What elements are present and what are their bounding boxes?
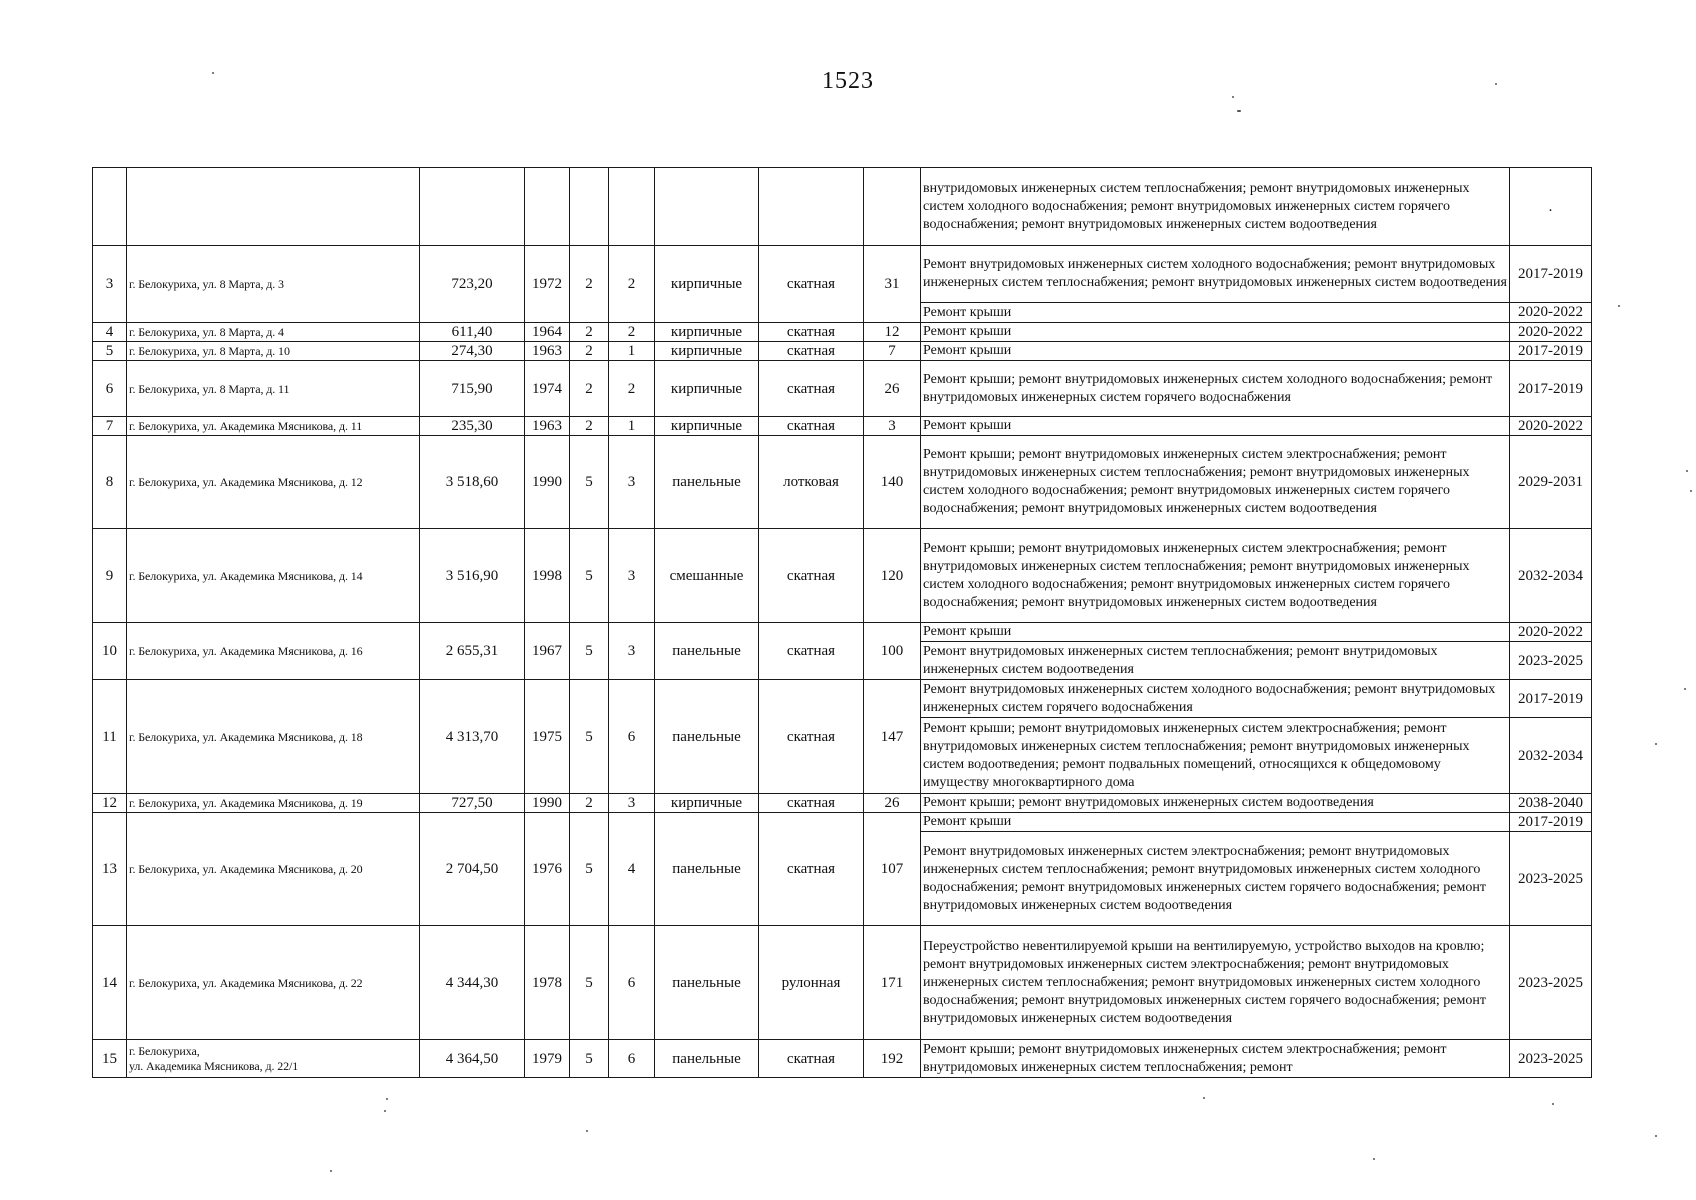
year-cell: 1979 <box>525 1040 570 1078</box>
row-number: 7 <box>93 417 127 436</box>
floors-cell <box>570 168 609 246</box>
roof-cell: скатная <box>759 794 864 813</box>
period-cell: 2017-2019 <box>1510 246 1592 303</box>
entrances-cell: 3 <box>609 529 655 623</box>
floors-cell: 5 <box>570 926 609 1040</box>
walls-cell: панельные <box>655 680 759 794</box>
entrances-cell: 3 <box>609 436 655 529</box>
period-cell: 2020-2022 <box>1510 417 1592 436</box>
walls-cell: кирпичные <box>655 323 759 342</box>
roof-cell: скатная <box>759 529 864 623</box>
period-cell: 2023-2025 <box>1510 1040 1592 1078</box>
year-cell: 1990 <box>525 436 570 529</box>
works-cell: Ремонт внутридомовых инженерных систем холодного водоснабжения; ремонт внутридомовых инженерных систем горячего водоснабжения <box>921 680 1510 718</box>
residents-cell: 192 <box>864 1040 921 1078</box>
table-row <box>93 436 1592 529</box>
area-cell: 3 518,60 <box>420 436 525 529</box>
table-row <box>93 168 1592 246</box>
floors-cell: 2 <box>570 361 609 417</box>
year-cell: 1963 <box>525 417 570 436</box>
year-cell: 1967 <box>525 623 570 680</box>
period-cell: 2017-2019 <box>1510 680 1592 718</box>
address-cell: г. Белокуриха, ул. Академика Мясникова, д. 14 <box>127 529 420 623</box>
scan-speck <box>1237 110 1241 112</box>
works-cell: Переустройство невентилируемой крыши на вентилируемую, устройство выходов на кровлю; ремонт внутридомовых инженерных систем электроснабжения; ремонт внутридомовых инженерных систем теплоснабжения; ремонт внутридомовых инженерных систем холодного водоснабжения; ремонт внутридомовых инженерных систем горячего водоснабжения; ремонт внутридомовых инженерных систем водоотведения <box>921 926 1510 1040</box>
table-row <box>93 246 1592 303</box>
period-cell: 2020-2022 <box>1510 323 1592 342</box>
year-cell: 1964 <box>525 323 570 342</box>
works-cell: Ремонт крыши; ремонт внутридомовых инженерных систем водоотведения <box>921 794 1510 813</box>
floors-cell: 5 <box>570 1040 609 1078</box>
walls-cell: кирпичные <box>655 361 759 417</box>
year-cell: 1990 <box>525 794 570 813</box>
roof-cell: скатная <box>759 680 864 794</box>
address-cell: г. Белокуриха, ул. Академика Мясникова, д. 16 <box>127 623 420 680</box>
period-cell: 2017-2019 <box>1510 361 1592 417</box>
area-cell: 4 364,50 <box>420 1040 525 1078</box>
area-cell <box>420 168 525 246</box>
floors-cell: 5 <box>570 813 609 926</box>
floors-cell: 2 <box>570 794 609 813</box>
year-cell: 1975 <box>525 680 570 794</box>
address-cell: г. Белокуриха, ул. Академика Мясникова, д. 11 <box>127 417 420 436</box>
scan-speck <box>384 1110 386 1112</box>
area-cell: 274,30 <box>420 342 525 361</box>
roof-cell <box>759 168 864 246</box>
row-number: 8 <box>93 436 127 529</box>
works-cell: Ремонт внутридомовых инженерных систем холодного водоснабжения; ремонт внутридомовых инженерных систем теплоснабжения; ремонт внутридомовых инженерных систем водоотведения <box>921 246 1510 303</box>
period-cell: 2032-2034 <box>1510 529 1592 623</box>
address-cell: г. Белокуриха, ул. Академика Мясникова, д. 19 <box>127 794 420 813</box>
address-cell: г. Белокуриха, ул. Академика Мясникова, д. 22 <box>127 926 420 1040</box>
entrances-cell: 3 <box>609 794 655 813</box>
scan-speck <box>1690 490 1692 492</box>
scan-speck <box>1686 470 1688 472</box>
period-cell: . <box>1510 168 1592 246</box>
area-cell: 727,50 <box>420 794 525 813</box>
address-cell: г. Белокуриха, ул. 8 Марта, д. 10 <box>127 342 420 361</box>
entrances-cell: 6 <box>609 1040 655 1078</box>
roof-cell: рулонная <box>759 926 864 1040</box>
residents-cell: 147 <box>864 680 921 794</box>
year-cell: 1976 <box>525 813 570 926</box>
walls-cell: кирпичные <box>655 417 759 436</box>
area-cell: 4 313,70 <box>420 680 525 794</box>
row-number: 10 <box>93 623 127 680</box>
period-cell: 2017-2019 <box>1510 342 1592 361</box>
residents-cell: 7 <box>864 342 921 361</box>
works-cell: Ремонт крыши; ремонт внутридомовых инженерных систем электроснабжения; ремонт внутридомовых инженерных систем теплоснабжения; ремонт внутридомовых инженерных систем холодного водоснабжения; ремонт внутридомовых инженерных систем горячего водоснабжения; ремонт внутридомовых инженерных систем водоотведения <box>921 529 1510 623</box>
floors-cell: 5 <box>570 436 609 529</box>
residents-cell: 3 <box>864 417 921 436</box>
residents-cell: 120 <box>864 529 921 623</box>
works-cell: внутридомовых инженерных систем теплоснабжения; ремонт внутридомовых инженерных систем холодного водоснабжения; ремонт внутридомовых инженерных систем горячего водоснабжения; ремонт внутридомовых инженерных систем водоотведения <box>921 168 1510 246</box>
walls-cell: панельные <box>655 926 759 1040</box>
scan-speck <box>1655 743 1657 745</box>
table-row <box>93 323 1592 342</box>
roof-cell: скатная <box>759 361 864 417</box>
row-number: 12 <box>93 794 127 813</box>
floors-cell: 2 <box>570 246 609 323</box>
year-cell: 1963 <box>525 342 570 361</box>
row-number: 4 <box>93 323 127 342</box>
residents-cell: 12 <box>864 323 921 342</box>
area-cell: 2 704,50 <box>420 813 525 926</box>
roof-cell: скатная <box>759 323 864 342</box>
walls-cell: кирпичные <box>655 342 759 361</box>
period-cell: 2023-2025 <box>1510 832 1592 926</box>
residents-cell: 100 <box>864 623 921 680</box>
walls-cell: панельные <box>655 623 759 680</box>
address-cell: г. Белокуриха, ул. Академика Мясникова, д. 22/1 <box>127 1040 420 1078</box>
scan-speck <box>1552 1103 1554 1105</box>
row-number: 9 <box>93 529 127 623</box>
walls-cell: панельные <box>655 813 759 926</box>
residents-cell: 26 <box>864 794 921 813</box>
roof-cell: лотковая <box>759 436 864 529</box>
entrances-cell: 2 <box>609 323 655 342</box>
scan-speck <box>1684 688 1686 690</box>
walls-cell: смешанные <box>655 529 759 623</box>
housing-repair-table <box>92 167 1592 1078</box>
scan-speck <box>330 1170 332 1172</box>
table-row <box>93 623 1592 642</box>
area-cell: 723,20 <box>420 246 525 323</box>
entrances-cell: 6 <box>609 680 655 794</box>
row-number: 15 <box>93 1040 127 1078</box>
roof-cell: скатная <box>759 1040 864 1078</box>
table-row <box>93 417 1592 436</box>
floors-cell: 5 <box>570 529 609 623</box>
area-cell: 715,90 <box>420 361 525 417</box>
area-cell: 2 655,31 <box>420 623 525 680</box>
scan-speck <box>212 72 214 74</box>
period-cell: 2029-2031 <box>1510 436 1592 529</box>
table-row <box>93 529 1592 623</box>
entrances-cell: 4 <box>609 813 655 926</box>
year-cell <box>525 168 570 246</box>
floors-cell: 5 <box>570 680 609 794</box>
table-row <box>93 680 1592 718</box>
row-number: 3 <box>93 246 127 323</box>
area-cell: 3 516,90 <box>420 529 525 623</box>
address-cell <box>127 168 420 246</box>
address-cell: г. Белокуриха, ул. 8 Марта, д. 4 <box>127 323 420 342</box>
row-number <box>93 168 127 246</box>
page-number: 1523 <box>822 68 874 94</box>
residents-cell: 26 <box>864 361 921 417</box>
floors-cell: 2 <box>570 342 609 361</box>
row-number: 11 <box>93 680 127 794</box>
walls-cell: кирпичные <box>655 246 759 323</box>
row-number: 13 <box>93 813 127 926</box>
walls-cell: панельные <box>655 1040 759 1078</box>
period-cell: 2032-2034 <box>1510 718 1592 794</box>
scan-speck <box>1373 1158 1375 1160</box>
entrances-cell: 6 <box>609 926 655 1040</box>
walls-cell: панельные <box>655 436 759 529</box>
period-cell: 2020-2022 <box>1510 623 1592 642</box>
row-number: 6 <box>93 361 127 417</box>
table-row <box>93 1040 1592 1078</box>
period-cell: 2017-2019 <box>1510 813 1592 832</box>
roof-cell: скатная <box>759 246 864 323</box>
works-cell: Ремонт крыши; ремонт внутридомовых инженерных систем электроснабжения; ремонт внутридомовых инженерных систем теплоснабжения; ремонт внутридомовых инженерных систем холодного водоснабжения; ремонт внутридомовых инженерных систем горячего водоснабжения; ремонт внутридомовых инженерных систем водоотведения <box>921 436 1510 529</box>
works-cell: Ремонт внутридомовых инженерных систем электроснабжения; ремонт внутридомовых инженерных систем теплоснабжения; ремонт внутридомовых инженерных систем холодного водоснабжения; ремонт внутридомовых инженерных систем горячего водоснабжения; ремонт внутридомовых инженерных систем водоотведения <box>921 832 1510 926</box>
area-cell: 611,40 <box>420 323 525 342</box>
area-cell: 4 344,30 <box>420 926 525 1040</box>
scan-speck <box>1232 96 1234 98</box>
scan-speck <box>386 1098 388 1100</box>
table-row <box>93 361 1592 417</box>
floors-cell: 2 <box>570 417 609 436</box>
scan-speck <box>1495 83 1497 85</box>
entrances-cell: 2 <box>609 246 655 323</box>
year-cell: 1974 <box>525 361 570 417</box>
table-row <box>93 794 1592 813</box>
residents-cell: 31 <box>864 246 921 323</box>
year-cell: 1972 <box>525 246 570 323</box>
residents-cell: 107 <box>864 813 921 926</box>
address-cell: г. Белокуриха, ул. 8 Марта, д. 11 <box>127 361 420 417</box>
entrances-cell: 2 <box>609 361 655 417</box>
roof-cell: скатная <box>759 623 864 680</box>
walls-cell <box>655 168 759 246</box>
scan-speck <box>1203 1097 1205 1099</box>
works-cell: Ремонт внутридомовых инженерных систем теплоснабжения; ремонт внутридомовых инженерных систем водоотведения <box>921 642 1510 680</box>
address-cell: г. Белокуриха, ул. Академика Мясникова, д. 12 <box>127 436 420 529</box>
residents-cell: 171 <box>864 926 921 1040</box>
area-cell: 235,30 <box>420 417 525 436</box>
floors-cell: 5 <box>570 623 609 680</box>
period-cell: 2023-2025 <box>1510 642 1592 680</box>
address-cell: г. Белокуриха, ул. Академика Мясникова, д. 20 <box>127 813 420 926</box>
address-cell: г. Белокуриха, ул. 8 Марта, д. 3 <box>127 246 420 323</box>
row-number: 5 <box>93 342 127 361</box>
scan-speck <box>1655 1135 1657 1137</box>
entrances-cell: 1 <box>609 342 655 361</box>
period-cell: 2038-2040 <box>1510 794 1592 813</box>
scan-speck <box>586 1130 588 1132</box>
walls-cell: кирпичные <box>655 794 759 813</box>
works-cell: Ремонт крыши <box>921 342 1510 361</box>
residents-cell <box>864 168 921 246</box>
works-cell: Ремонт крыши <box>921 813 1510 832</box>
table-row <box>93 926 1592 1040</box>
year-cell: 1998 <box>525 529 570 623</box>
works-cell: Ремонт крыши <box>921 417 1510 436</box>
residents-cell: 140 <box>864 436 921 529</box>
entrances-cell: 3 <box>609 623 655 680</box>
year-cell: 1978 <box>525 926 570 1040</box>
works-cell: Ремонт крыши; ремонт внутридомовых инженерных систем электроснабжения; ремонт внутридомовых инженерных систем теплоснабжения; ремонт внутридомовых инженерных систем водоотведения; ремонт подвальных помещений, относящихся к общедомовому имуществу многоквартирного дома <box>921 718 1510 794</box>
roof-cell: скатная <box>759 417 864 436</box>
table-row <box>93 813 1592 832</box>
floors-cell: 2 <box>570 323 609 342</box>
roof-cell: скатная <box>759 342 864 361</box>
entrances-cell: 1 <box>609 417 655 436</box>
works-cell: Ремонт крыши; ремонт внутридомовых инженерных систем электроснабжения; ремонт внутридомовых инженерных систем теплоснабжения; ремонт <box>921 1040 1510 1078</box>
period-cell: 2023-2025 <box>1510 926 1592 1040</box>
scan-speck <box>1618 305 1620 307</box>
address-cell: г. Белокуриха, ул. Академика Мясникова, д. 18 <box>127 680 420 794</box>
table-row <box>93 342 1592 361</box>
works-cell: Ремонт крыши <box>921 323 1510 342</box>
period-cell: 2020-2022 <box>1510 303 1592 323</box>
works-cell: Ремонт крыши <box>921 303 1510 323</box>
works-cell: Ремонт крыши; ремонт внутридомовых инженерных систем холодного водоснабжения; ремонт внутридомовых инженерных систем горячего водоснабжения <box>921 361 1510 417</box>
roof-cell: скатная <box>759 813 864 926</box>
entrances-cell <box>609 168 655 246</box>
works-cell: Ремонт крыши <box>921 623 1510 642</box>
row-number: 14 <box>93 926 127 1040</box>
